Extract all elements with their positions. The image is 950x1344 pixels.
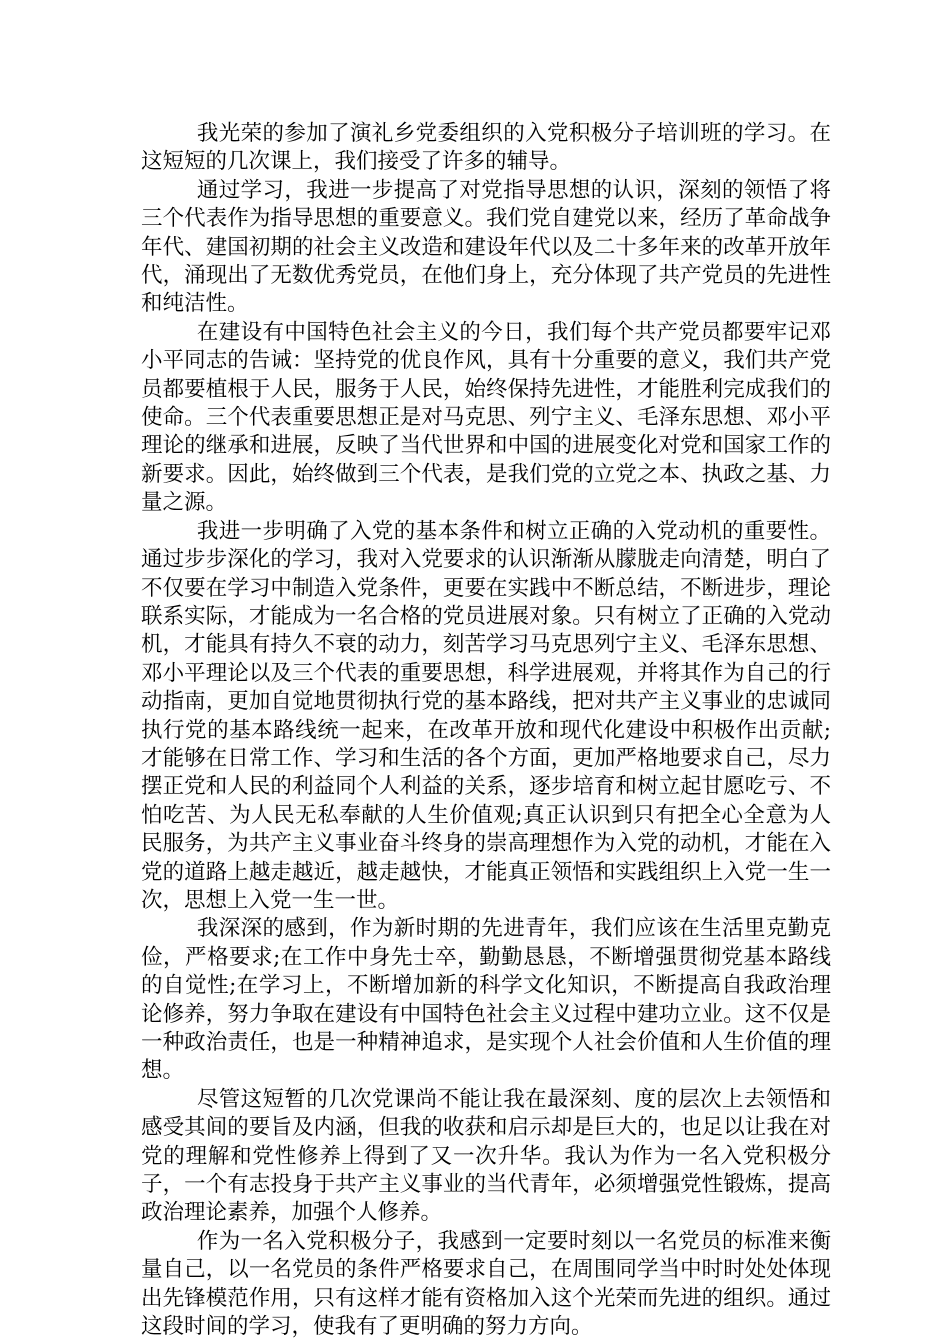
paragraph-1: 我光荣的参加了演礼乡党委组织的入党积极分子培训班的学习。在这短短的几次课上，我们接受了许多的辅导。 [141,121,831,175]
paragraph-5: 我深深的感到，作为新时期的先进青年，我们应该在生活里克勤克俭，严格要求;在工作中身先士卒，勤勤恳恳，不断增强贯彻党基本路线的自觉性;在学习上，不断增加新的科学文化知识，不断提高自我政治理论修养，努力争取在建设有中国特色社会主义过程中建功立业。这不仅是一种政治责任，也是一种精神追求，是实现个人社会价值和人生价值的理想。 [141,916,831,1084]
paragraph-2: 通过学习，我进一步提高了对党指导思想的认识，深刻的领悟了将三个代表作为指导思想的重要意义。我们党自建党以来，经历了革命战争年代、建国初期的社会主义改造和建设年代以及二十多年来的改革开放年代，涌现出了无数优秀党员，在他们身上，充分体现了共产党员的先进性和纯洁性。 [141,177,831,317]
paragraph-7: 作为一名入党积极分子，我感到一定要时刻以一名党员的标准来衡量自己，以一名党员的条件严格要求自己，在周围同学当中时时处处体现出先锋模范作用，只有这样才能有资格加入这个光荣而先进的组织。通过这段时间的学习，使我有了更明确的努力方向。 [141,1228,831,1340]
paragraph-4: 我进一步明确了入党的基本条件和树立正确的入党动机的重要性。通过步步深化的学习，我对入党要求的认识渐渐从朦胧走向清楚，明白了不仅要在学习中制造入党条件，更要在实践中不断总结，不断进步，理论联系实际，才能成为一名合格的党员进展对象。只有树立了正确的入党动机，才能具有持久不衰的动力，刻苦学习马克思列宁主义、毛泽东思想、邓小平理论以及三个代表的重要思想，科学进展观，并将其作为自己的行动指南，更加自觉地贯彻执行党的基本路线，把对共产主义事业的忠诚同执行党的基本路线统一起来，在改革开放和现代化建设中积极作出贡献;才能够在日常工作、学习和生活的各个方面，更加严格地要求自己，尽力摆正党和人民的利益同个人利益的关系，逐步培育和树立起甘愿吃亏、不怕吃苦、为人民无私奉献的人生价值观;真正认识到只有把全心全意为人民服务，为共产主义事业奋斗终身的崇高理想作为入党的动机，才能在入党的道路上越走越近，越走越快，才能真正领悟和实践组织上入党一生一次，思想上入党一生一世。 [141,518,831,913]
paragraph-3: 在建设有中国特色社会主义的今日，我们每个共产党员都要牢记邓小平同志的告诫：坚持党的优良作风，具有十分重要的意义，我们共产党员都要植根于人民，服务于人民，始终保持先进性，才能胜利完成我们的使命。三个代表重要思想正是对马克思、列宁主义、毛泽东思想、邓小平理论的继承和进展，反映了当代世界和中国的进展变化对党和国家工作的新要求。因此，始终做到三个代表，是我们党的立党之本、执政之基、力量之源。 [141,319,831,516]
document-body [141,120,831,1341]
paragraph-6: 尽管这短暂的几次党课尚不能让我在最深刻、度的层次上去领悟和感受其间的要旨及内涵，但我的收获和启示却是巨大的，也足以让我在对党的理解和党性修养上得到了又一次升华。我认为作为一名入党积极分子，一个有志投身于共产主义事业的当代青年，必须增强党性锻炼，提高政治理论素养，加强个人修养。 [141,1086,831,1226]
